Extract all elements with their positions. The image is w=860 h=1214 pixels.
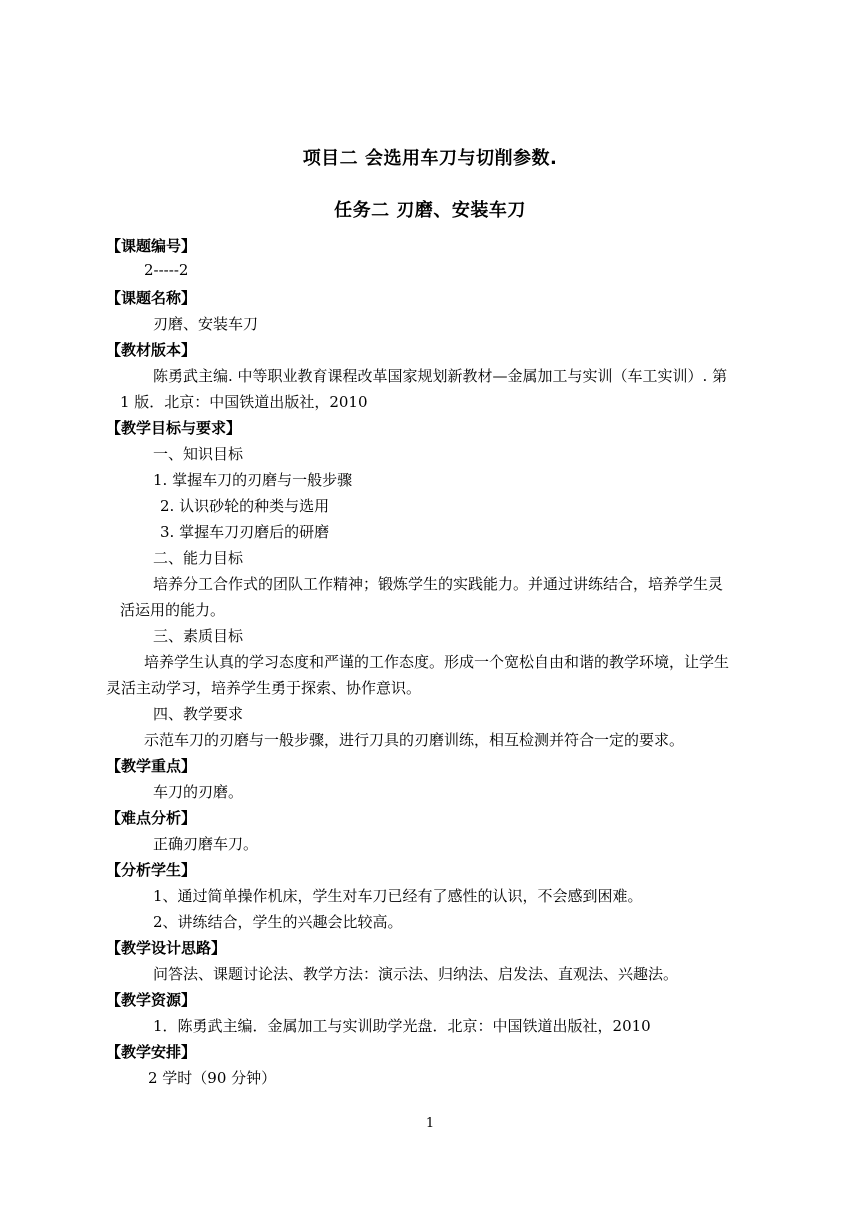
knowledge-item: 3. 掌握车刀刃磨后的研磨 [160, 523, 330, 541]
task-title: 任务二 刃磨、安装车刀 [334, 200, 526, 221]
difficulties-value: 正确刃磨车刀。 [153, 835, 259, 853]
difficulties-heading: 【难点分析】 [106, 809, 197, 827]
textbook-line-2: 1 版．北京：中国铁道出版社，2010 [120, 393, 368, 411]
ability-title: 二、能力目标 [153, 549, 244, 567]
students-item: 1、通过简单操作机床，学生对车刀已经有了感性的认识，不会感到困难。 [153, 887, 643, 905]
quality-title: 三、素质目标 [153, 627, 244, 645]
design-value: 问答法、课题讨论法、教学方法：演示法、归纳法、启发法、直观法、兴趣法。 [153, 965, 679, 983]
textbook-heading: 【教材版本】 [106, 341, 197, 359]
key-points-value: 车刀的刃磨。 [153, 783, 244, 801]
knowledge-title: 一、知识目标 [153, 445, 244, 463]
requirement-title: 四、教学要求 [153, 705, 244, 723]
course-name-value: 刃磨、安装车刀 [153, 315, 259, 333]
design-heading: 【教学设计思路】 [106, 939, 227, 957]
ability-line-2: 活运用的能力。 [120, 601, 226, 619]
schedule-heading: 【教学安排】 [106, 1043, 197, 1061]
schedule-value: 2 学时（90 分钟） [148, 1069, 277, 1087]
students-item: 2、讲练结合，学生的兴趣会比较高。 [153, 913, 403, 931]
objectives-heading: 【教学目标与要求】 [106, 419, 242, 437]
page-number: 1 [425, 1116, 435, 1131]
project-title: 项目二 会选用车刀与切削参数. [302, 148, 558, 169]
knowledge-item: 2. 认识砂轮的种类与选用 [160, 497, 330, 515]
requirement-text: 示范车刀的刃磨与一般步骤，进行刀具的刃磨训练，相互检测并符合一定的要求。 [144, 731, 685, 749]
resources-value: 1．陈勇武主编．金属加工与实训助学光盘．北京：中国铁道出版社，2010 [153, 1017, 651, 1035]
ability-line-1: 培养分工合作式的团队工作精神；锻炼学生的实践能力。并通过讲练结合，培养学生灵 [153, 575, 724, 593]
course-number-value: 2-----2 [144, 261, 189, 279]
textbook-line-1: 陈勇武主编. 中等职业教育课程改革国家规划新教材—金属加工与实训（车工实训）. 第 [153, 367, 728, 385]
course-number-heading: 【课题编号】 [106, 237, 197, 255]
quality-line-2: 灵活主动学习，培养学生勇于探索、协作意识。 [106, 679, 422, 697]
knowledge-item: 1. 掌握车刀的刃磨与一般步骤 [153, 471, 353, 489]
students-heading: 【分析学生】 [106, 861, 197, 879]
course-name-heading: 【课题名称】 [106, 289, 197, 307]
resources-heading: 【教学资源】 [106, 991, 197, 1009]
key-points-heading: 【教学重点】 [106, 757, 197, 775]
quality-line-1: 培养学生认真的学习态度和严谨的工作态度。形成一个宽松自由和谐的教学环境，让学生 [144, 653, 730, 671]
